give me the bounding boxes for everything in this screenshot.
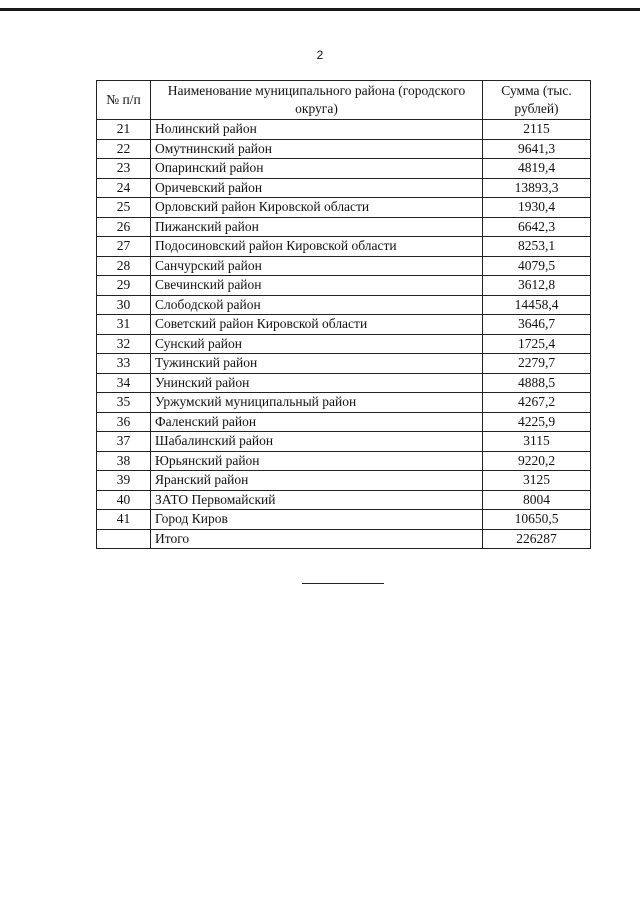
table-row: [97, 334, 591, 354]
row-district-name: Свечинский район: [151, 276, 483, 296]
row-sum: 4225,9: [483, 412, 591, 432]
header-number: № п/п: [97, 81, 151, 120]
row-district-name: Орловский район Кировской области: [151, 198, 483, 218]
total-row: [97, 529, 591, 549]
allocation-table: [96, 80, 591, 549]
total-label: Итого: [151, 529, 483, 549]
table-row: [97, 490, 591, 510]
row-number: 21: [97, 120, 151, 140]
row-district-name: Город Киров: [151, 510, 483, 530]
row-district-name: Уржумский муниципальный район: [151, 393, 483, 413]
row-sum: 3125: [483, 471, 591, 491]
header-sum: Сумма (тыс. рублей): [483, 81, 591, 120]
table-row: [97, 393, 591, 413]
row-sum: 4819,4: [483, 159, 591, 179]
table-header-row: [97, 81, 591, 120]
row-district-name: ЗАТО Первомайский: [151, 490, 483, 510]
table-row: [97, 120, 591, 140]
row-sum: 14458,4: [483, 295, 591, 315]
row-district-name: Омутнинский район: [151, 139, 483, 159]
row-district-name: Унинский район: [151, 373, 483, 393]
table-row: [97, 432, 591, 452]
header-name: Наименование муниципального района (городского округа): [151, 81, 483, 120]
row-sum: 10650,5: [483, 510, 591, 530]
row-number: 40: [97, 490, 151, 510]
row-district-name: Подосиновский район Кировской области: [151, 237, 483, 257]
row-number: 26: [97, 217, 151, 237]
row-district-name: Советский район Кировской области: [151, 315, 483, 335]
row-district-name: Слободской район: [151, 295, 483, 315]
row-district-name: Яранский район: [151, 471, 483, 491]
row-sum: 2115: [483, 120, 591, 140]
row-number: 30: [97, 295, 151, 315]
row-sum: 3612,8: [483, 276, 591, 296]
row-district-name: Юрьянский район: [151, 451, 483, 471]
row-sum: 3646,7: [483, 315, 591, 335]
row-number: 36: [97, 412, 151, 432]
table-row: [97, 471, 591, 491]
row-number: 41: [97, 510, 151, 530]
row-district-name: Шабалинский район: [151, 432, 483, 452]
table-row: [97, 159, 591, 179]
row-district-name: Опаринский район: [151, 159, 483, 179]
row-sum: 13893,3: [483, 178, 591, 198]
row-number: 25: [97, 198, 151, 218]
row-district-name: Фаленский район: [151, 412, 483, 432]
row-sum: 4267,2: [483, 393, 591, 413]
row-district-name: Нолинский район: [151, 120, 483, 140]
table-row: [97, 412, 591, 432]
row-district-name: Санчурский район: [151, 256, 483, 276]
row-number: 37: [97, 432, 151, 452]
table-row: [97, 256, 591, 276]
total-number: [97, 529, 151, 549]
row-number: 27: [97, 237, 151, 257]
row-sum: 2279,7: [483, 354, 591, 374]
table-row: [97, 354, 591, 374]
row-sum: 3115: [483, 432, 591, 452]
row-sum: 1725,4: [483, 334, 591, 354]
row-number: 23: [97, 159, 151, 179]
table-row: [97, 237, 591, 257]
row-district-name: Оричевский район: [151, 178, 483, 198]
row-sum: 9220,2: [483, 451, 591, 471]
row-number: 39: [97, 471, 151, 491]
top-border-line: [0, 8, 640, 11]
row-sum: 6642,3: [483, 217, 591, 237]
row-sum: 8253,1: [483, 237, 591, 257]
table-row: [97, 178, 591, 198]
table-row: [97, 373, 591, 393]
row-sum: 8004: [483, 490, 591, 510]
row-sum: 4888,5: [483, 373, 591, 393]
table-row: [97, 217, 591, 237]
row-number: 24: [97, 178, 151, 198]
table-row: [97, 276, 591, 296]
table-row: [97, 510, 591, 530]
row-number: 32: [97, 334, 151, 354]
row-district-name: Пижанский район: [151, 217, 483, 237]
row-number: 28: [97, 256, 151, 276]
table-body: [97, 120, 591, 549]
row-sum: 9641,3: [483, 139, 591, 159]
table-row: [97, 139, 591, 159]
row-number: 22: [97, 139, 151, 159]
row-district-name: Сунский район: [151, 334, 483, 354]
row-district-name: Тужинский район: [151, 354, 483, 374]
row-sum: 4079,5: [483, 256, 591, 276]
row-number: 31: [97, 315, 151, 335]
row-number: 38: [97, 451, 151, 471]
table-row: [97, 198, 591, 218]
end-separator-line: [302, 583, 384, 584]
row-number: 29: [97, 276, 151, 296]
row-number: 34: [97, 373, 151, 393]
row-number: 35: [97, 393, 151, 413]
page-number: 2: [316, 48, 324, 62]
total-sum: 226287: [483, 529, 591, 549]
table-row: [97, 295, 591, 315]
table-row: [97, 451, 591, 471]
table-row: [97, 315, 591, 335]
row-sum: 1930,4: [483, 198, 591, 218]
row-number: 33: [97, 354, 151, 374]
